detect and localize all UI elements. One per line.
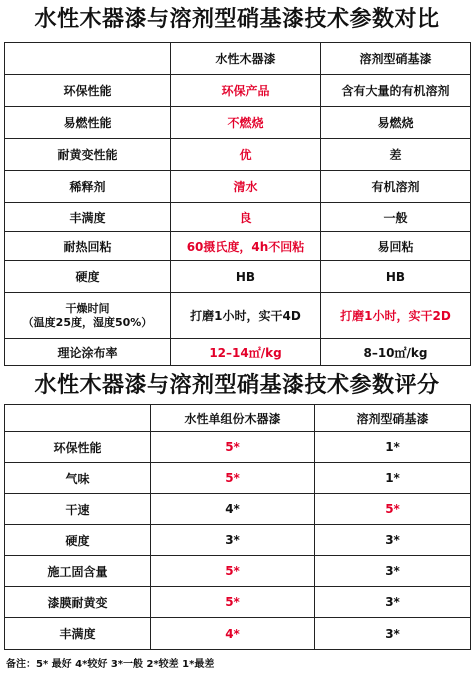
row-label: 耐黄变性能	[5, 139, 171, 171]
solvent-based-value: 含有大量的有机溶剂	[321, 75, 471, 107]
column-header: 水性单组份木器漆	[151, 405, 315, 432]
column-header	[5, 405, 151, 432]
solvent-based-value: 易回粘	[321, 232, 471, 261]
solvent-based-value: 有机溶剂	[321, 171, 471, 203]
solvent-based-value: 易燃烧	[321, 107, 471, 139]
table-row	[5, 463, 471, 494]
table-header-row	[5, 405, 471, 432]
water-based-value: 4*	[151, 494, 315, 525]
row-label: 环保性能	[5, 75, 171, 107]
solvent-based-value: HB	[321, 261, 471, 293]
row-label: 施工固含量	[5, 556, 151, 587]
solvent-based-value: 5*	[315, 494, 471, 525]
solvent-based-value: 1*	[315, 463, 471, 494]
column-header	[5, 43, 171, 75]
solvent-based-value: 3*	[315, 618, 471, 650]
row-label-main: 干燥时间	[65, 301, 110, 315]
comparison-title: 水性木器漆与溶剂型硝基漆技术参数对比	[34, 7, 440, 32]
water-based-value: 60摄氏度，4h不回粘	[171, 232, 321, 261]
table-row	[5, 171, 471, 203]
row-label: 硬度	[5, 525, 151, 556]
water-based-value: 环保产品	[171, 75, 321, 107]
water-based-value: 5*	[151, 432, 315, 463]
row-label: 漆膜耐黄变	[5, 587, 151, 618]
solvent-based-value: 3*	[315, 587, 471, 618]
table-row	[5, 293, 471, 339]
row-label: 稀释剂	[5, 171, 171, 203]
water-based-value: 3*	[151, 525, 315, 556]
water-based-value: 清水	[171, 171, 321, 203]
column-header: 水性木器漆	[171, 43, 321, 75]
row-label: 易燃性能	[5, 107, 171, 139]
solvent-based-value: 3*	[315, 556, 471, 587]
row-label: 理论涂布率	[5, 339, 171, 366]
water-based-value: 12–14㎡/kg	[171, 339, 321, 366]
column-header: 溶剂型硝基漆	[315, 405, 471, 432]
row-label	[5, 293, 171, 339]
water-based-value: 不燃烧	[171, 107, 321, 139]
rating-title: 水性木器漆与溶剂型硝基漆技术参数评分	[34, 373, 440, 398]
rating-table	[4, 404, 471, 650]
table-row	[5, 139, 471, 171]
rating-note: 备注：5* 最好 4*较好 3*一般 2*较差 1*最差	[6, 659, 215, 670]
solvent-based-value: 1*	[315, 432, 471, 463]
solvent-based-value: 8–10㎡/kg	[321, 339, 471, 366]
comparison-table	[4, 42, 471, 366]
water-based-value: 优	[171, 139, 321, 171]
water-based-value: HB	[171, 261, 321, 293]
water-based-value: 良	[171, 203, 321, 232]
row-label: 干速	[5, 494, 151, 525]
row-label: 气味	[5, 463, 151, 494]
solvent-based-value: 3*	[315, 525, 471, 556]
column-header: 溶剂型硝基漆	[321, 43, 471, 75]
table-row	[5, 107, 471, 139]
table-row	[5, 203, 471, 232]
table-row	[5, 618, 471, 650]
table-row	[5, 587, 471, 618]
table-row	[5, 494, 471, 525]
water-based-value: 5*	[151, 556, 315, 587]
solvent-based-value: 差	[321, 139, 471, 171]
table-row	[5, 232, 471, 261]
table-row	[5, 75, 471, 107]
row-label: 丰满度	[5, 203, 171, 232]
table-row	[5, 432, 471, 463]
solvent-based-value: 打磨1小时，实干2D	[321, 293, 471, 339]
table-header-row	[5, 43, 471, 75]
row-label: 丰满度	[5, 618, 151, 650]
table-row	[5, 339, 471, 366]
solvent-based-value: 一般	[321, 203, 471, 232]
table-row	[5, 525, 471, 556]
row-label: 环保性能	[5, 432, 151, 463]
water-based-value: 5*	[151, 587, 315, 618]
water-based-value: 5*	[151, 463, 315, 494]
water-based-value: 4*	[151, 618, 315, 650]
water-based-value: 打磨1小时，实干4D	[171, 293, 321, 339]
table-row	[5, 556, 471, 587]
row-label: 耐热回粘	[5, 232, 171, 261]
row-label: 硬度	[5, 261, 171, 293]
row-label-sub: （温度25度，湿度50%）	[22, 315, 153, 329]
table-row	[5, 261, 471, 293]
